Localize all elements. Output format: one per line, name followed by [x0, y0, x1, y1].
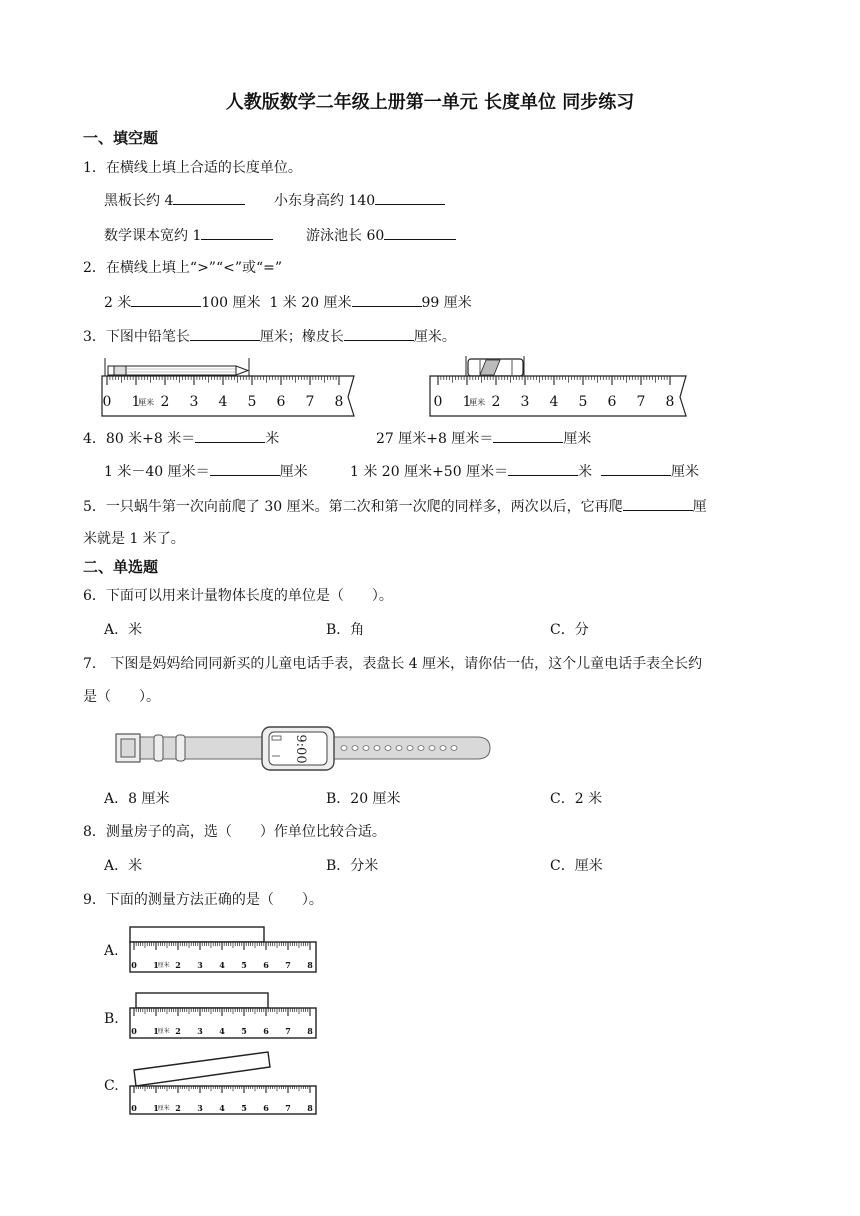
ruler-eraser-figure — [430, 356, 686, 418]
ruler — [102, 376, 354, 416]
q6-option-a[interactable]: A．米 — [104, 622, 143, 638]
q9-option-c[interactable]: C. — [104, 1078, 119, 1094]
question-9-stem: 9．下面的测量方法正确的是（ ）。 — [83, 892, 323, 908]
ruler-number: 1 — [462, 394, 472, 410]
q8-option-b[interactable]: B．分米 — [326, 858, 379, 874]
ruler — [130, 1008, 316, 1038]
ruler-number: 8 — [307, 1103, 313, 1113]
q6-option-c[interactable]: C．分 — [550, 622, 589, 638]
ruler-number: 7 — [285, 1103, 291, 1113]
q4-d-unit2: 厘米 — [670, 464, 699, 480]
watch-time: 9:00 — [293, 734, 308, 764]
ruler-number: 7 — [636, 394, 646, 410]
ruler — [130, 942, 316, 972]
q9-figure-c — [128, 1050, 318, 1116]
question-7-line1: 7． 下图是妈妈给同同新买的儿童电话手表，表盘长 4 厘米，请你估一估，这个儿童电话手表全长约 — [83, 656, 703, 672]
question-5-line2: 米就是 1 米了。 — [83, 531, 185, 547]
measured-bar — [136, 993, 268, 1008]
ruler-unit-label: 厘米 — [157, 1028, 170, 1035]
question-2-stem: 2．在横线上填上“>”“<”或“=” — [83, 260, 283, 276]
answer-blank[interactable] — [190, 326, 260, 341]
ruler-number: 1 — [153, 960, 159, 970]
ruler-number: 4 — [219, 1026, 225, 1036]
ruler — [430, 376, 686, 416]
answer-blank[interactable] — [375, 190, 445, 205]
q4-a-unit: 米 — [265, 431, 280, 447]
ruler-number: 6 — [276, 394, 286, 410]
q4-d-text: 1 米 20 厘米+50 厘米＝ — [350, 464, 509, 480]
ruler-number: 0 — [131, 1103, 137, 1113]
ruler-number: 4 — [219, 960, 225, 970]
question-1a — [104, 190, 245, 211]
q4-b-text: 27 厘米+8 厘米＝ — [376, 431, 494, 447]
question-5-line1 — [83, 496, 707, 517]
q4-c-unit: 厘米 — [279, 464, 308, 480]
q3-part2: 厘米；橡皮长 — [259, 329, 344, 345]
ruler-number: 0 — [433, 394, 443, 410]
answer-blank[interactable] — [493, 428, 563, 443]
ruler-number: 3 — [520, 394, 530, 410]
q7-option-c[interactable]: C．2 米 — [550, 791, 603, 807]
ruler-number: 3 — [197, 1026, 203, 1036]
question-4a — [83, 428, 279, 449]
question-1c-text: 数学课本宽约 1 — [104, 228, 202, 244]
answer-blank[interactable] — [384, 225, 456, 240]
ruler-number: 5 — [247, 394, 257, 410]
ruler-number: 2 — [160, 394, 170, 410]
ruler-number: 1 — [131, 394, 141, 410]
q8-option-c[interactable]: C．厘米 — [550, 858, 603, 874]
question-1b-text: 小东身高约 140 — [274, 193, 376, 209]
q7-option-b[interactable]: B．20 厘米 — [326, 791, 401, 807]
ruler-number: 5 — [241, 1026, 247, 1036]
ruler-number: 8 — [307, 1026, 313, 1036]
ruler-number: 2 — [175, 1026, 181, 1036]
measured-bar — [130, 927, 264, 942]
ruler-unit-label: 厘米 — [138, 398, 155, 407]
answer-blank[interactable] — [352, 292, 422, 307]
answer-blank[interactable] — [210, 461, 280, 476]
ruler-number: 7 — [285, 1026, 291, 1036]
q2-a-right: 100 厘米 — [201, 295, 261, 311]
question-1-stem: 1．在横线上填上合适的长度单位。 — [83, 160, 302, 176]
question-1a-text: 黑板长约 4 — [104, 193, 174, 209]
question-1b — [274, 190, 445, 211]
ruler-number: 6 — [263, 1026, 269, 1036]
q6-option-b[interactable]: B．角 — [326, 622, 365, 638]
question-7-line2: 是（ ）。 — [83, 689, 160, 705]
answer-blank[interactable] — [131, 292, 201, 307]
ruler-number: 5 — [241, 1103, 247, 1113]
ruler-number: 5 — [578, 394, 588, 410]
ruler-number: 4 — [218, 394, 228, 410]
ruler-number: 2 — [175, 1103, 181, 1113]
phone-watch-figure — [112, 726, 492, 772]
question-1d-text: 游泳池长 60 — [306, 228, 385, 244]
question-4b — [376, 428, 591, 449]
ruler-number: 0 — [131, 960, 137, 970]
answer-blank[interactable] — [601, 461, 671, 476]
ruler-number: 7 — [285, 960, 291, 970]
ruler-number: 6 — [607, 394, 617, 410]
measured-bar — [134, 1052, 270, 1086]
ruler-number: 4 — [219, 1103, 225, 1113]
q9-option-a[interactable]: A. — [104, 943, 119, 959]
q9-figure-b — [128, 992, 318, 1040]
q4-d-unit: 米 — [578, 464, 593, 480]
ruler-number: 3 — [197, 1103, 203, 1113]
ruler-number: 0 — [131, 1026, 137, 1036]
answer-blank[interactable] — [173, 190, 245, 205]
q8-option-a[interactable]: A．米 — [104, 858, 143, 874]
ruler-unit-label: 厘米 — [157, 1105, 170, 1112]
q9-figure-a — [128, 926, 318, 974]
ruler-number: 3 — [197, 960, 203, 970]
ruler — [130, 1086, 316, 1114]
ruler-number: 7 — [305, 394, 315, 410]
question-6-stem: 6．下面可以用来计量物体长度的单位是（ ）。 — [83, 588, 393, 604]
q3-part3: 厘米。 — [413, 329, 456, 345]
ruler-number: 4 — [549, 394, 559, 410]
question-1c — [104, 225, 273, 246]
question-1d — [306, 225, 456, 246]
q5-text: 5．一只蜗牛第一次向前爬了 30 厘米。第二次和第一次爬的同样多，两次以后，它再爬 — [83, 499, 623, 515]
ruler-number: 8 — [334, 394, 344, 410]
ruler-number: 6 — [263, 1103, 269, 1113]
q5-text-end: 厘 — [692, 499, 707, 515]
q4-a-text: 4．80 米+8 米＝ — [83, 431, 196, 447]
ruler-number: 3 — [189, 394, 199, 410]
ruler-pencil-figure — [102, 356, 354, 418]
q4-b-unit: 厘米 — [563, 431, 592, 447]
watch-icon — [116, 727, 490, 770]
ruler-number: 1 — [153, 1103, 159, 1113]
q4-c-text: 1 米－40 厘米＝ — [104, 464, 210, 480]
question-3-stem — [83, 326, 456, 347]
q7-option-a[interactable]: A．8 厘米 — [104, 791, 170, 807]
ruler-number: 1 — [153, 1026, 159, 1036]
ruler-number: 5 — [241, 960, 247, 970]
q3-part1: 3．下图中铅笔长 — [83, 329, 190, 345]
page-title: 人教版数学二年级上册第一单元 长度单位 同步练习 — [225, 92, 635, 113]
q2-b-right: 99 厘米 — [421, 295, 472, 311]
ruler-number: 6 — [263, 960, 269, 970]
answer-blank[interactable] — [201, 225, 273, 240]
eraser-icon — [468, 359, 523, 376]
ruler-unit-label: 厘米 — [469, 398, 486, 407]
pencil-icon — [108, 366, 248, 375]
ruler-number: 8 — [307, 960, 313, 970]
answer-blank[interactable] — [344, 326, 414, 341]
ruler-number: 2 — [175, 960, 181, 970]
ruler-number: 0 — [102, 394, 112, 410]
answer-blank[interactable] — [623, 496, 693, 511]
q2-a-left: 2 米 — [104, 295, 132, 311]
answer-blank[interactable] — [508, 461, 578, 476]
ruler-unit-label: 厘米 — [157, 962, 170, 969]
answer-blank[interactable] — [195, 428, 265, 443]
q9-option-b[interactable]: B. — [104, 1011, 119, 1027]
question-4d — [350, 461, 699, 482]
ruler-number: 2 — [491, 394, 501, 410]
question-8-stem: 8．测量房子的高，选（ ）作单位比较合适。 — [83, 824, 386, 840]
q2-b-left: 1 米 20 厘米 — [269, 295, 352, 311]
section-heading-single-choice: 二、单选题 — [83, 558, 159, 576]
ruler-number: 8 — [665, 394, 675, 410]
question-4c — [104, 461, 308, 482]
question-2-line — [104, 292, 472, 313]
section-heading-fill-blank: 一、填空题 — [83, 129, 159, 147]
